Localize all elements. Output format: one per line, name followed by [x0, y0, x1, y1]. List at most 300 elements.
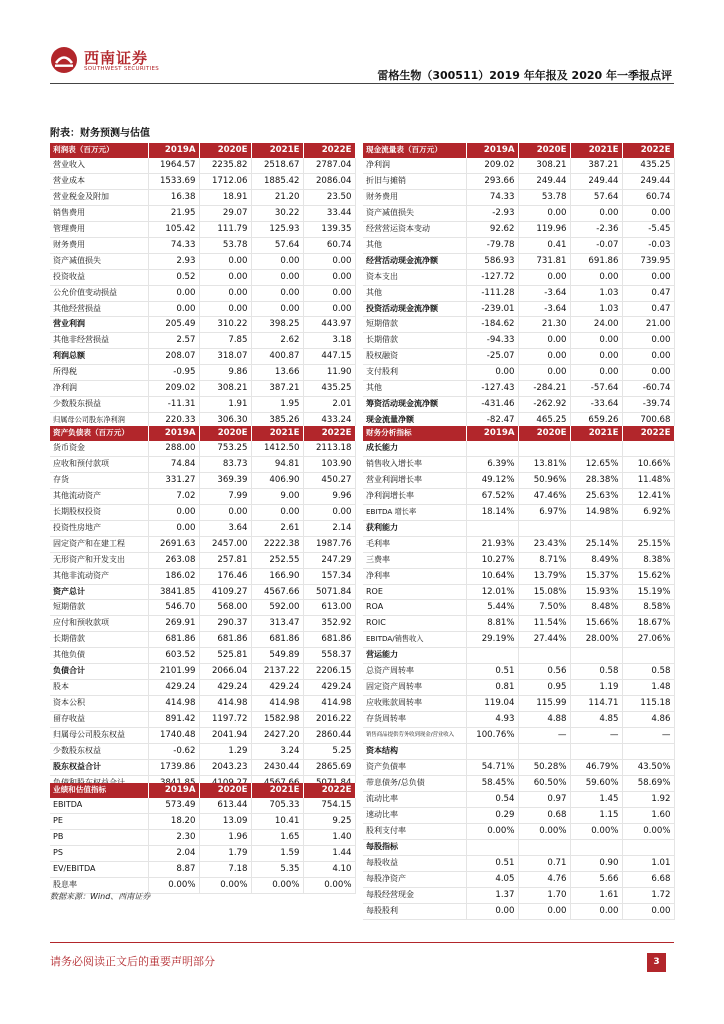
- cell-value: 435.25: [303, 381, 355, 397]
- row-label: 净利润: [50, 381, 148, 397]
- cell-value: 0.00: [622, 365, 674, 381]
- cell-value: [622, 441, 674, 456]
- cell-value: 74.33: [466, 189, 518, 205]
- cell-value: -262.92: [518, 397, 570, 413]
- cell-value: 4.86: [622, 712, 674, 728]
- table-row: [50, 712, 355, 728]
- row-label: 股利支付率: [363, 823, 466, 839]
- table-row: [363, 568, 674, 584]
- row-label: 应付和预收款项: [50, 616, 148, 632]
- table-title: 资产负债表（百万元）: [50, 426, 148, 441]
- cell-value: 447.15: [303, 349, 355, 365]
- cell-value: 29.19%: [466, 632, 518, 648]
- cell-value: -60.74: [622, 381, 674, 397]
- cell-value: 4.10: [303, 861, 355, 877]
- cell-value: 139.35: [303, 221, 355, 237]
- table-row: [363, 664, 674, 680]
- table-row: [50, 696, 355, 712]
- cell-value: 331.27: [148, 472, 199, 488]
- cell-value: 7.02: [148, 488, 199, 504]
- cell-value: 2113.18: [303, 441, 355, 456]
- cell-value: 15.93%: [570, 584, 622, 600]
- table-row: [50, 317, 355, 333]
- cell-value: 1.79: [199, 845, 251, 861]
- table-row: [363, 648, 674, 664]
- cell-value: 1.59: [251, 845, 303, 861]
- row-label: 投资性房地产: [50, 520, 148, 536]
- cell-value: 0.00: [251, 504, 303, 520]
- cell-value: 0.00: [148, 520, 199, 536]
- cell-value: 8.48%: [570, 600, 622, 616]
- cell-value: -11.31: [148, 397, 199, 413]
- cell-value: 186.02: [148, 568, 199, 584]
- cell-value: 47.46%: [518, 488, 570, 504]
- cell-value: 1.37: [466, 887, 518, 903]
- cell-value: 0.00: [622, 269, 674, 285]
- cell-value: 0.51: [466, 664, 518, 680]
- cell-value: 92.62: [466, 221, 518, 237]
- row-label: 投资收益: [50, 269, 148, 285]
- cell-value: 1.48: [622, 680, 674, 696]
- cell-value: 119.96: [518, 221, 570, 237]
- cell-value: 1739.86: [148, 760, 199, 776]
- row-label: EBITDA/销售收入: [363, 632, 466, 648]
- cell-value: 0.00: [199, 285, 251, 301]
- cell-value: 2016.22: [303, 712, 355, 728]
- row-label: 少数股东权益: [50, 744, 148, 760]
- table-row: [363, 317, 674, 333]
- cell-value: 429.24: [303, 680, 355, 696]
- cell-value: 691.86: [570, 253, 622, 269]
- table-row: [50, 798, 355, 813]
- cell-value: 18.91: [199, 189, 251, 205]
- cell-value: 549.89: [251, 648, 303, 664]
- row-label: 支付股利: [363, 365, 466, 381]
- table-row: [363, 488, 674, 504]
- cell-value: [622, 839, 674, 855]
- cell-value: 0.00: [570, 205, 622, 221]
- row-label: 股东权益合计: [50, 760, 148, 776]
- cell-value: 269.91: [148, 616, 199, 632]
- table-row: [50, 520, 355, 536]
- table-row: [363, 728, 674, 744]
- cell-value: 5.25: [303, 744, 355, 760]
- year-header: 2020E: [199, 783, 251, 798]
- row-label: 归属母公司股东权益: [50, 728, 148, 744]
- cell-value: 1.03: [570, 285, 622, 301]
- cell-value: 54.71%: [466, 760, 518, 776]
- table-row: [50, 536, 355, 552]
- cell-value: 8.38%: [622, 552, 674, 568]
- table-row: [363, 397, 674, 413]
- row-label: 每股经营现金: [363, 887, 466, 903]
- cell-value: 11.90: [303, 365, 355, 381]
- cell-value: 13.81%: [518, 456, 570, 472]
- cell-value: 0.00: [199, 253, 251, 269]
- table-row: [50, 237, 355, 253]
- row-label: 销售商品提供劳务收到现金/营业收入: [363, 728, 466, 744]
- table-row: [363, 221, 674, 237]
- cell-value: 308.21: [199, 381, 251, 397]
- year-header: 2019A: [466, 143, 518, 158]
- cell-value: 313.47: [251, 616, 303, 632]
- cell-value: 2.93: [148, 253, 199, 269]
- cell-value: 0.00: [518, 205, 570, 221]
- cell-value: [466, 839, 518, 855]
- cell-value: 2.62: [251, 333, 303, 349]
- cell-value: 2427.20: [251, 728, 303, 744]
- cell-value: 25.15%: [622, 536, 674, 552]
- cell-value: 0.29: [466, 807, 518, 823]
- cell-value: 8.71%: [518, 552, 570, 568]
- cell-value: 115.99: [518, 696, 570, 712]
- table-row: [50, 205, 355, 221]
- row-label: 长期借款: [50, 632, 148, 648]
- cell-value: [518, 744, 570, 760]
- cell-value: -0.62: [148, 744, 199, 760]
- table-row: [363, 839, 674, 855]
- cell-value: 4.85: [570, 712, 622, 728]
- cell-value: -0.07: [570, 237, 622, 253]
- table-row: [50, 568, 355, 584]
- row-label: 速动比率: [363, 807, 466, 823]
- cell-value: 1.72: [622, 887, 674, 903]
- cell-value: [466, 520, 518, 536]
- cell-value: -79.78: [466, 237, 518, 253]
- cell-value: 2043.23: [199, 760, 251, 776]
- row-label: 销售收入增长率: [363, 456, 466, 472]
- table-row: [50, 365, 355, 381]
- year-header: 2022E: [622, 143, 674, 158]
- table-row: [50, 173, 355, 189]
- year-header: 2020E: [518, 426, 570, 441]
- valuation-table: [50, 783, 356, 894]
- cell-value: [570, 441, 622, 456]
- cell-value: 443.97: [303, 317, 355, 333]
- table-row: [363, 584, 674, 600]
- cell-value: 0.52: [148, 269, 199, 285]
- row-label: 存货: [50, 472, 148, 488]
- table-row: [363, 871, 674, 887]
- row-label: 少数股东损益: [50, 397, 148, 413]
- cell-value: 0.00: [466, 365, 518, 381]
- row-label: 管理费用: [50, 221, 148, 237]
- cell-value: 0.00: [303, 301, 355, 317]
- cell-value: 8.58%: [622, 600, 674, 616]
- row-label: 股权融资: [363, 349, 466, 365]
- cell-value: 2865.69: [303, 760, 355, 776]
- cell-value: 103.90: [303, 456, 355, 472]
- row-label: 营业利润增长率: [363, 472, 466, 488]
- cell-value: 21.30: [518, 317, 570, 333]
- cell-value: 12.41%: [622, 488, 674, 504]
- cell-value: 435.25: [622, 158, 674, 173]
- cell-value: 1740.48: [148, 728, 199, 744]
- cell-value: 28.38%: [570, 472, 622, 488]
- row-label: 应收和预付款项: [50, 456, 148, 472]
- cell-value: 15.08%: [518, 584, 570, 600]
- logo-mark-icon: [50, 46, 78, 74]
- cell-value: 0.00%: [303, 877, 355, 893]
- cell-value: 263.08: [148, 552, 199, 568]
- row-label: 资产负债率: [363, 760, 466, 776]
- cell-value: [518, 648, 570, 664]
- cell-value: 0.00: [518, 365, 570, 381]
- table-row: [50, 584, 355, 600]
- cell-value: -431.46: [466, 397, 518, 413]
- table-row: [50, 829, 355, 845]
- cell-value: 0.54: [466, 791, 518, 807]
- row-label: ROIC: [363, 616, 466, 632]
- cell-value: 0.00: [251, 301, 303, 317]
- table-row: [50, 301, 355, 317]
- cell-value: 7.50%: [518, 600, 570, 616]
- row-label: 财务费用: [363, 189, 466, 205]
- row-label: 毛利率: [363, 536, 466, 552]
- cell-value: 9.96: [303, 488, 355, 504]
- cell-value: 1.65: [251, 829, 303, 845]
- cell-value: 8.87: [148, 861, 199, 877]
- table-row: [363, 807, 674, 823]
- cell-value: —: [622, 728, 674, 744]
- cell-value: 385.26: [251, 413, 303, 429]
- row-label: ROE: [363, 584, 466, 600]
- row-label: 长期股权投资: [50, 504, 148, 520]
- table-row: [50, 441, 355, 456]
- table-row: [363, 237, 674, 253]
- cell-value: -239.01: [466, 301, 518, 317]
- cell-value: 573.49: [148, 798, 199, 813]
- table-row: [363, 600, 674, 616]
- cell-value: 49.12%: [466, 472, 518, 488]
- cell-value: -2.36: [570, 221, 622, 237]
- cell-value: 0.00: [466, 903, 518, 919]
- cell-value: 2691.63: [148, 536, 199, 552]
- table-row: [363, 775, 674, 791]
- cell-value: 891.42: [148, 712, 199, 728]
- cell-value: 0.00: [622, 903, 674, 919]
- table-row: [50, 861, 355, 877]
- cell-value: 0.00: [570, 365, 622, 381]
- cell-value: 4567.66: [251, 584, 303, 600]
- cell-value: 23.43%: [518, 536, 570, 552]
- cell-value: 2430.44: [251, 760, 303, 776]
- cell-value: 6.68: [622, 871, 674, 887]
- cell-value: 525.81: [199, 648, 251, 664]
- cell-value: 33.44: [303, 205, 355, 221]
- table-row: [363, 205, 674, 221]
- row-label: 资产总计: [50, 584, 148, 600]
- cell-value: 613.44: [199, 798, 251, 813]
- table-row: [363, 680, 674, 696]
- row-label: EBITDA: [50, 798, 148, 813]
- row-label: PE: [50, 813, 148, 829]
- footer-divider: [50, 942, 674, 943]
- cell-value: 681.86: [303, 632, 355, 648]
- cell-value: 21.20: [251, 189, 303, 205]
- cell-value: [570, 744, 622, 760]
- cell-value: 681.86: [251, 632, 303, 648]
- cell-value: 0.00%: [570, 823, 622, 839]
- cell-value: -82.47: [466, 413, 518, 429]
- cell-value: 2860.44: [303, 728, 355, 744]
- cell-value: -2.93: [466, 205, 518, 221]
- cell-value: 0.00: [148, 504, 199, 520]
- cell-value: 6.39%: [466, 456, 518, 472]
- cell-value: 0.90: [570, 855, 622, 871]
- cell-value: -3.64: [518, 285, 570, 301]
- cell-value: 1.29: [199, 744, 251, 760]
- cell-value: 465.25: [518, 413, 570, 429]
- row-label: 固定资产和在建工程: [50, 536, 148, 552]
- row-label: 每股收益: [363, 855, 466, 871]
- cell-value: 4.05: [466, 871, 518, 887]
- cell-value: 1.61: [570, 887, 622, 903]
- cell-value: 754.15: [303, 798, 355, 813]
- cell-value: 0.00: [303, 285, 355, 301]
- cell-value: 2041.94: [199, 728, 251, 744]
- table-row: [363, 552, 674, 568]
- cell-value: 4.93: [466, 712, 518, 728]
- row-label: 利润总额: [50, 349, 148, 365]
- cell-value: 290.37: [199, 616, 251, 632]
- cell-value: 18.14%: [466, 504, 518, 520]
- table-row: [50, 397, 355, 413]
- cell-value: 2235.82: [199, 158, 251, 173]
- year-header: 2022E: [622, 426, 674, 441]
- cell-value: 2518.67: [251, 158, 303, 173]
- cell-value: 731.81: [518, 253, 570, 269]
- row-label: 营业成本: [50, 173, 148, 189]
- cell-value: 0.00: [303, 269, 355, 285]
- cell-value: 0.00: [570, 269, 622, 285]
- cell-value: 387.21: [570, 158, 622, 173]
- cell-value: 67.52%: [466, 488, 518, 504]
- cell-value: 83.73: [199, 456, 251, 472]
- cell-value: 3.24: [251, 744, 303, 760]
- cell-value: 306.30: [199, 413, 251, 429]
- cell-value: 369.39: [199, 472, 251, 488]
- cell-value: 220.33: [148, 413, 199, 429]
- row-label: 每股股利: [363, 903, 466, 919]
- cell-value: 7.85: [199, 333, 251, 349]
- cell-value: 28.00%: [570, 632, 622, 648]
- cell-value: 10.41: [251, 813, 303, 829]
- row-label: 净利润增长率: [363, 488, 466, 504]
- disclaimer-note: 请务必阅读正文后的重要声明部分: [50, 955, 215, 968]
- table-title: 利润表（百万元）: [50, 143, 148, 158]
- cell-value: 74.84: [148, 456, 199, 472]
- cell-value: 23.50: [303, 189, 355, 205]
- table-row: [50, 221, 355, 237]
- appendix-title: 附表：财务预测与估值: [50, 128, 150, 139]
- year-header: 2021E: [251, 426, 303, 441]
- cell-value: 398.25: [251, 317, 303, 333]
- cell-value: 21.95: [148, 205, 199, 221]
- cell-value: 15.19%: [622, 584, 674, 600]
- cell-value: 2222.38: [251, 536, 303, 552]
- cell-value: 105.42: [148, 221, 199, 237]
- cell-value: 53.78: [518, 189, 570, 205]
- cell-value: 1.92: [622, 791, 674, 807]
- table-row: [363, 504, 674, 520]
- row-label: 其他非经营损益: [50, 333, 148, 349]
- cell-value: 1.40: [303, 829, 355, 845]
- cell-value: 21.93%: [466, 536, 518, 552]
- cell-value: 0.00: [251, 285, 303, 301]
- analysis-header-row: [363, 426, 674, 441]
- cell-value: 406.90: [251, 472, 303, 488]
- table-row: [363, 333, 674, 349]
- cell-value: 0.00: [622, 205, 674, 221]
- year-header: 2022E: [303, 426, 355, 441]
- table-row: [363, 285, 674, 301]
- table-row: [363, 616, 674, 632]
- row-label: 长期借款: [363, 333, 466, 349]
- cell-value: 1.44: [303, 845, 355, 861]
- table-row: [50, 269, 355, 285]
- row-label: 财务费用: [50, 237, 148, 253]
- table-row: [363, 456, 674, 472]
- table-row: [50, 472, 355, 488]
- cell-value: 6.97%: [518, 504, 570, 520]
- table-title: 财务分析指标: [363, 426, 466, 441]
- cell-value: 4.76: [518, 871, 570, 887]
- row-label: 归属母公司股东净利润: [50, 413, 148, 429]
- cell-value: 3.64: [199, 520, 251, 536]
- cell-value: -184.62: [466, 317, 518, 333]
- cell-value: 659.26: [570, 413, 622, 429]
- cell-value: 9.25: [303, 813, 355, 829]
- row-label: 留存收益: [50, 712, 148, 728]
- cell-value: 568.00: [199, 600, 251, 616]
- table-row: [50, 349, 355, 365]
- cell-value: [466, 441, 518, 456]
- table-row: [363, 632, 674, 648]
- cell-value: 2.57: [148, 333, 199, 349]
- cell-value: 208.07: [148, 349, 199, 365]
- cell-value: 293.66: [466, 173, 518, 189]
- cell-value: 1.15: [570, 807, 622, 823]
- table-row: [363, 365, 674, 381]
- row-label: 其他经营损益: [50, 301, 148, 317]
- cell-value: 2.14: [303, 520, 355, 536]
- cell-value: 2457.00: [199, 536, 251, 552]
- cell-value: 249.44: [570, 173, 622, 189]
- cell-value: -5.45: [622, 221, 674, 237]
- table-row: [363, 189, 674, 205]
- cell-value: 57.64: [251, 237, 303, 253]
- cell-value: 60.74: [622, 189, 674, 205]
- row-label: 其他负债: [50, 648, 148, 664]
- cell-value: -39.74: [622, 397, 674, 413]
- cell-value: 1885.42: [251, 173, 303, 189]
- cashflow-header-row: [363, 143, 674, 158]
- cell-value: 209.02: [466, 158, 518, 173]
- cell-value: 11.48%: [622, 472, 674, 488]
- cell-value: —: [570, 728, 622, 744]
- year-header: 2021E: [251, 783, 303, 798]
- cell-value: -127.43: [466, 381, 518, 397]
- table-row: [50, 504, 355, 520]
- year-header: 2020E: [199, 426, 251, 441]
- cell-value: 74.33: [148, 237, 199, 253]
- row-label: 资本结构: [363, 744, 466, 760]
- cell-value: 15.37%: [570, 568, 622, 584]
- cell-value: 13.66: [251, 365, 303, 381]
- cell-value: 414.98: [199, 696, 251, 712]
- row-label: ROA: [363, 600, 466, 616]
